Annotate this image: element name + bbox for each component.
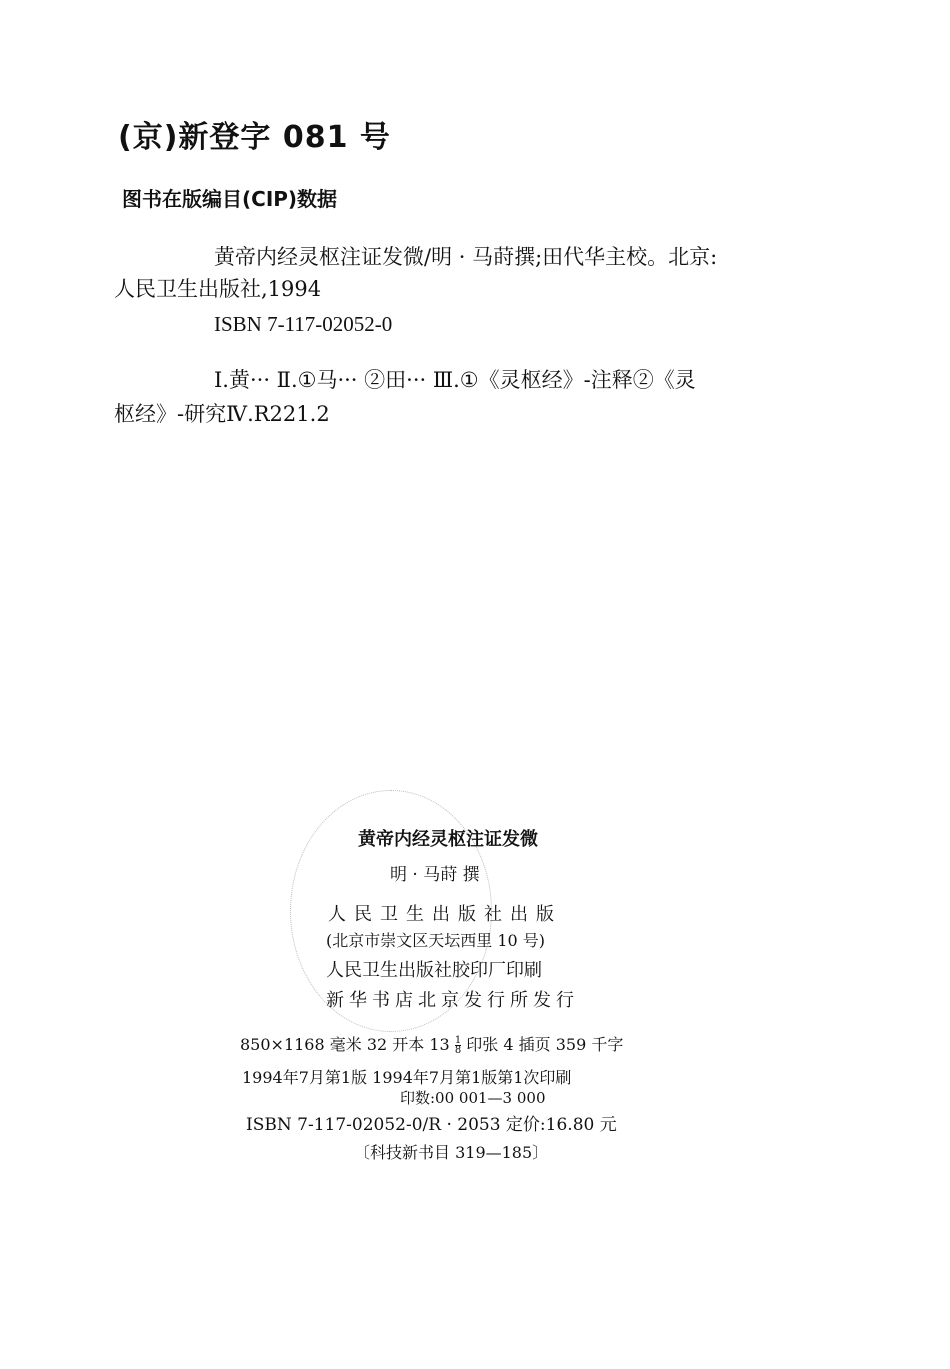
cip-heading: 图书在版编目(CIP)数据 bbox=[122, 187, 338, 211]
colophon-publisher: 人民卫生出版社出版 bbox=[328, 904, 562, 925]
colophon-distributor: 新华书店北京发行所发行 bbox=[326, 990, 579, 1011]
cip-classification: Ⅰ.黄··· Ⅱ.①马··· ②田··· Ⅲ.①《灵枢经》-注释②《灵 bbox=[214, 368, 696, 392]
specs-format: 850×1168 毫米 32 开本 13 bbox=[240, 1035, 450, 1054]
fraction-denominator: 8 bbox=[454, 1045, 462, 1056]
colophon-quantity: 印数:00 001—3 000 bbox=[400, 1089, 546, 1107]
colophon-edition: 1994年7月第1版 1994年7月第1版第1次印刷 bbox=[242, 1068, 572, 1087]
colophon-specs bbox=[240, 1032, 623, 1055]
cip-isbn: ISBN 7-117-02052-0 bbox=[214, 312, 393, 336]
colophon-title: 黄帝内经灵枢注证发微 bbox=[358, 829, 538, 850]
colophon-isbn-price: ISBN 7-117-02052-0/R · 2053 定价:16.80 元 bbox=[246, 1115, 617, 1135]
colophon-address: (北京市崇文区天坛西里 10 号) bbox=[326, 931, 546, 950]
cip-line-publisher: 人民卫生出版社,1994 bbox=[114, 277, 322, 301]
colophon-catalog: 〔科技新书目 319—185〕 bbox=[354, 1143, 549, 1162]
registration-number: (京)新登字 081 号 bbox=[118, 120, 391, 155]
cip-line-title: 黄帝内经灵枢注证发微/明 · 马莳撰;田代华主校。北京: bbox=[214, 245, 718, 269]
colophon-author: 明 · 马莳 撰 bbox=[390, 865, 480, 885]
cip-classification-cont: 枢经》-研究Ⅳ.R221.2 bbox=[114, 402, 330, 426]
specs-fraction bbox=[455, 1036, 461, 1055]
colophon-printer: 人民卫生出版社胶印厂印刷 bbox=[326, 960, 542, 981]
specs-details: 印张 4 插页 359 千字 bbox=[466, 1035, 624, 1054]
fraction-numerator: 1 bbox=[454, 1035, 462, 1046]
